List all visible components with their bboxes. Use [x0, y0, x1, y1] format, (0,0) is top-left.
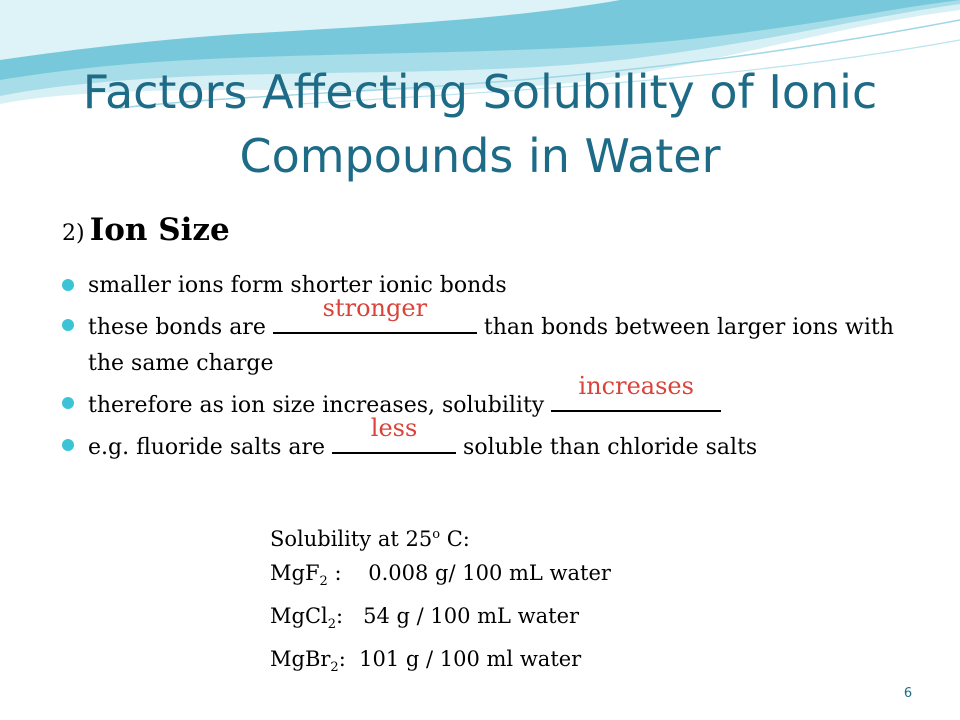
solubility-row: MgF$_2$ : 0.008 g/ 100 mL water: [270, 561, 611, 590]
answer-blank: [551, 372, 721, 412]
bullet-item: [62, 268, 902, 304]
bullet-dot-icon: [62, 319, 74, 331]
bullet-item: [62, 294, 902, 382]
section-heading: [62, 212, 230, 248]
answer-blank: [273, 294, 477, 334]
bullet-list: [62, 268, 902, 466]
slide-title: Factors Affecting Solubility of Ionic Compounds in Water: [82, 65, 878, 183]
answer-blank: [332, 414, 456, 454]
bullet-dot-icon: [62, 279, 74, 291]
bullet-text-before: these bonds are: [88, 315, 266, 340]
bullet-item: [62, 372, 902, 424]
solubility-table: [270, 518, 611, 686]
bullet-text-after: soluble than chloride salts: [463, 435, 758, 460]
section-label: Ion Size: [89, 212, 230, 248]
answer-text: less: [370, 414, 418, 442]
bullet-text: smaller ions form shorter ionic bonds: [88, 273, 507, 298]
section-number: 2): [62, 221, 85, 246]
solubility-heading: Solubility at 25$^o$ C:: [270, 527, 470, 551]
solubility-row: MgBr$_2$: 101 g / 100 ml water: [270, 647, 582, 676]
bullet-text-after: than bonds between larger ions with the same charge: [88, 315, 894, 376]
bullet-text-before: therefore as ion size increases, solubility: [88, 393, 545, 418]
bullet-text-before: e.g. fluoride salts are: [88, 435, 326, 460]
answer-text: increases: [578, 372, 694, 400]
bullet-dot-icon: [62, 439, 74, 451]
bullet-item: [62, 414, 902, 466]
page-number: 6: [903, 686, 913, 701]
bullet-dot-icon: [62, 397, 74, 409]
answer-text: stronger: [322, 294, 428, 322]
solubility-row: MgCl$_2$: 54 g / 100 mL water: [270, 604, 580, 633]
